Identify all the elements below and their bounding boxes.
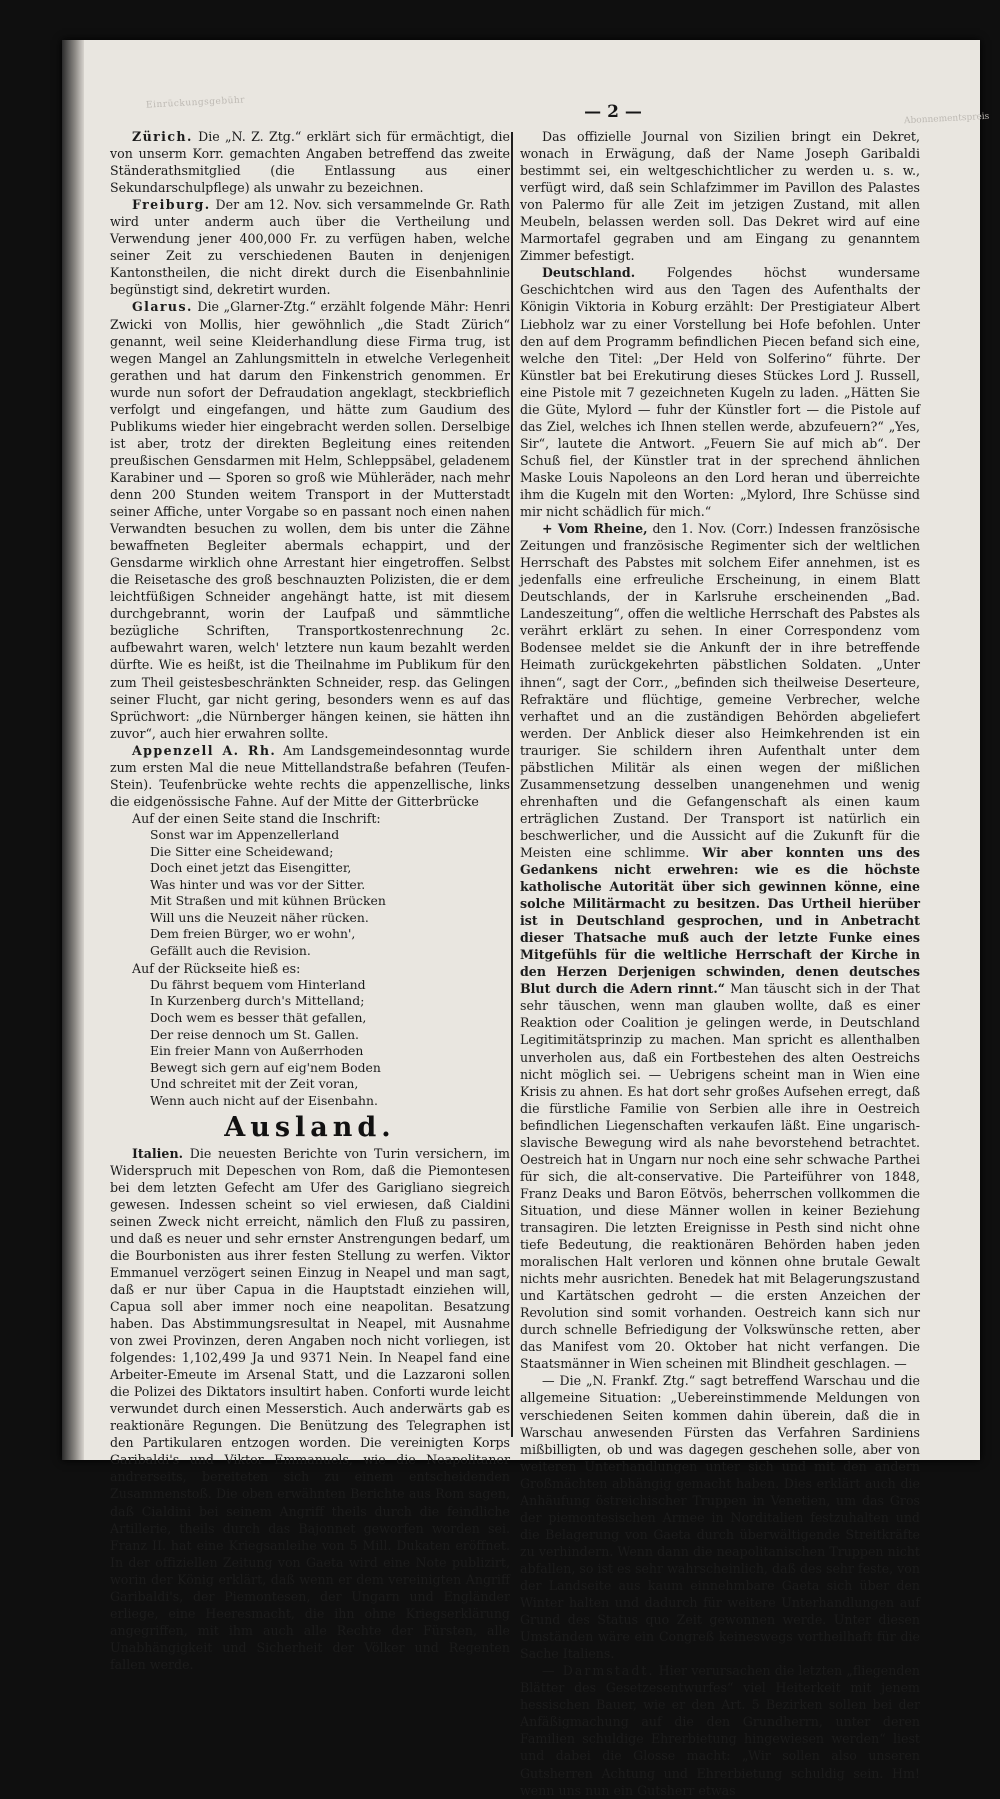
article-deutschland [520,264,920,520]
verse-line: Was hinter und was vor der Sitter. [150,876,366,892]
article-rheine-bold: Wir aber konnten uns des Gedankens nicht erwehren: wie es die höchste katholische Autorität über sich gewinnen könne, eine solche Militärmacht zu besitzen. Das Urtheil hierüber ist in Deutschland gesprochen, und in Anbetracht dieser Thatsache muß auch der letzte Funke eines Mitgefühls für die weltliche Herrschaft der Kirche in den Herzen Derjenigen schwinden, denen deutsches Blut durch die Adern rinnt.“ [520,844,920,997]
article-rheine-text2: Man täuscht sich in der That sehr täuschen, wenn man glauben wollte, daß es einer Reaktion oder Coalition je gelingen werde, in Deutschland Legitimitätsprinzip zu machen. Man spricht es allenthalben unverholen aus, daß ein Fortbestehen des alten Oestreichs nicht möglich sei. — Uebrigens scheint man in Wien eine Krisis zu ahnen. Es hat dort sehr großes Aufsehen erregt, daß die fürstliche Familie von Serbien alle ihre in Oestreich befindlichen Liegenschaften verkaufen läßt. Eine ungarisch-slavische Bewegung wird als nahe bevorstehend betrachtet. Oestreich hat in Ungarn nur noch eine sehr schwache Parthei für sich, die alt-conservative. Die Parteiführer von 1848, Franz Deaks und Baron Eötvös, beherrschen vollkommen die Situation, und diese Männer wollen in keiner Beziehung transagiren. Die letzten Ereignisse in Pesth sind nicht ohne tiefe Bedeutung, die reaktionären Behörden haben jeden moralischen Halt verloren und können ohne brutale Gewalt nichts mehr ausrichten. Benedek hat mit Belagerungszustand und Kartätschen gedroht — die ersten Anzeichen der Revolution sind somit vorhanden. Oestreich kann sich nur durch schnelle Befriedigung der Volkswünsche retten, aber das Manifest vom 20. Oktober hat nicht verfangen. Die Staatsmänner in Wien scheinen mit Blindheit geschlagen. — [520,981,920,1372]
article-freiburg [110,196,510,298]
dateline-glarus: Glarus. [132,299,193,315]
verse-line: Doch einet jetzt das Eisengitter, [150,860,352,876]
verse-line: In Kurzenberg durch's Mittelland; [150,993,365,1009]
newspaper-page [62,40,990,1798]
article-appenzell-text: Am Landsgemeindesonntag wurde zum ersten Mal die neue Mittellandstraße befahren (Teufen-Stein). Teufenbrücke wehte rechts die appenzellische, links die eidgenössische Fahne. Auf der Mitte der Gitterbrücke [110,742,510,809]
dateline-appenzell: Appenzell A. Rh. [132,742,277,758]
verse-line: Ein freier Mann von Außerrhoden [150,1043,364,1059]
article-darmstadt [520,1662,920,1798]
verse-line: Sonst war im Appenzellerland [150,826,340,842]
page-binding-edge [62,40,84,1460]
verse-line: Gefällt auch die Revision. [150,943,311,959]
verse-line: Mit Straßen und mit kühnen Brücken [150,893,386,909]
dateline-freiburg: Freiburg. [132,197,211,213]
article-rheine [520,520,920,1372]
article-frankf: — Die „N. Frankf. Ztg.“ sagt betreffend Warschau und die allgemeine Situation: „Uebereinstimmende Meldungen von verschiedenen Seiten kommen dahin überein, daß die in Warschau anwesenden Fürsten das Verfahren Sardiniens mißbilligten, ob und was dagegen geschehen solle, aber von weiteren Unterhandlungen unter sich und mit den andern Großmächten abhängig gemacht haben. Dies erklärt auch die Anhäufung östreichischer Truppen in Venetien, um das Gros der piemontesischen Armee in Norditalien festzuhalten und die Belagerung von Gaeta durch überwältigende Streitkräfte zu verhindern. Wenn dann die neapolitanischen Truppen nicht abfallen, so ist es sehr wahrscheinlich, daß des sehr feste, von der Landseite aus kaum einnehmbare Gaeta sich über den Winter halten und dadurch für weitere Unterhandlungen auf Grund des Status quo Zeit gewonnen werde. Unter diesen Umständen wäre ein Congreß keineswegs vortheilhaft für die Sache Italiens. [520,1373,920,1662]
inscription-intro: Auf der einen Seite stand die Inschrift: [132,810,381,826]
dateline-italien: Italien. [132,1145,183,1161]
verse-line: Und schreitet mit der Zeit voran, [150,1076,359,1092]
verse-line: Die Sitter eine Scheidewand; [150,843,334,859]
left-column [110,128,510,1672]
verse-line: Bewegt sich gern auf eig'nem Boden [150,1059,381,1075]
verse-line: Dem freien Bürger, wo er wohn', [150,926,356,942]
verse-line: Will uns die Neuzeit näher rücken. [150,909,369,925]
article-sizilien: Das offizielle Journal von Sizilien bringt ein Dekret, wonach in Erwägung, daß der Name Joseph Garibaldi bestimmt sei, ein weltgeschichtlicher zu werden u. s. w., verfügt wird, daß sein Schlafzimmer im Pavillon des Palastes von Palermo für alle Zeit im jetzigen Zustand, mit allen Meubeln, belassen werden soll. Das Dekret wird auf eine Marmortafel gegraben und am Eingang zu genanntem Zimmer befestigt. [520,129,920,264]
dateline-zurich: Zürich. [132,129,193,144]
ghost-header-left: Einrückungsgebühr [145,95,246,111]
verse-line: Der reise dennoch um St. Gallen. [150,1026,359,1042]
article-italien [110,1145,510,1673]
article-glarus [110,298,510,741]
dateline-deutschland: Deutschland. [542,265,636,281]
dateline-rheine: + Vom Rheine, [542,521,648,537]
article-darmstadt-text: Hier verursachen die letzten „fliegenden Blätter des Gesetzesentwurfes“ viel Heiterkeit mit jenem hessischen Bauer, wie er den Art. 5 Bezirken sollen bei der Anfäßigmachung auf die den Grundherrn, unter deren Familien schuldige Ehrerbietung hingewiesen werden“ liest und dabei die Glosse macht: „Wir sollen also unseren Gutsherren Achtung und Ehrerbietung schuldig sein. Hm! wenn uns nun ein Gutsherr etwas [520,1663,920,1798]
page-number: — 2 — [584,102,642,122]
article-appenzell [110,742,510,810]
section-heading-ausland: Ausland. [224,1112,396,1144]
article-rheine-text: Indessen französische Zeitungen und französische Regimenter sich der weltlichen Herrschaft des Pabstes mit solchem Eifer annehmen, ist es jedenfalls eine erfreuliche Erscheinung, in einem Blatt Deutschlands, der in Karlsruhe erscheinenden „Bad. Landeszeitung“, offen die weltliche Herrschaft des Pabstes als verährt erklärt zu sehen. In einer Correspondenz vom Bodensee meldet sie die Ankunft der in ihre betreffende Heimath zurückgekehrten päbstlichen Soldaten. „Unter ihnen“, sagt der Corr., „befinden sich theilweise Deserteure, Refraktäre und flüchtige, gemeine Verbrecher, welche verhaftet und an die zuständigen Behörden abgeliefert werden. Der Anblick dieser also Heimkehrenden ist ein trauriger. Sie schildern ihren Aufenthalt unter dem päbstlichen Militär als einen wegen der mißlichen Zusammensetzung desselben unangenehmen und wenig ehrenhaften und die Gefangenschaft als einen kaum erträglichen Zustand. Der Transport ist natürlich ein beschwerlicher, und die Aussicht auf die Zukunft für die Meisten eine schlimme. [520,521,920,860]
article-glarus-text: Die „Glarner-Ztg.“ erzählt folgende Mähr: Henri Zwicki von Mollis, hier gewöhnlich „die Stadt Zürich“ genannt, weil seine Kleiderhandlung diese Firma trug, ist wegen Mangel an Zahlungsmitteln in etwelche Verlegenheit gerathen und hat darum den Finkenstrich genommen. Er wurde nun sofort der Defraudation angeklagt, steckbrieflich verfolgt und eingefangen, und hätte zum Gaudium des Publikums wieder hier eingebracht werden sollen. Derselbige ist aber, trotz der direkten Begleitung eines reitenden preußischen Gensdarmen mit Helm, Schleppsäbel, geladenem Karabiner und — Sporen so groß wie Mühleräder, nach mehr denn 200 Stunden weitem Transport in der Mutterstadt seiner Affiche, unter Vorgabe so en passant noch einen nahen Verwandten besuchen zu wollen, dem bis unter die Zähne bewaffneten Begleiter abermals echappirt, und der Gensdarme wirklich ohne Arrestant hier eingetroffen. Selbst die Reisetasche des groß beschnauzten Polizisten, die er dem leichtfüßigen Schneider angehängt hatte, ist mit diesem durchgebrannt, worin der Laufpaß und sämmtliche bezügliche Schriften, Transportkostenrechnung 2c. aufbewahrt waren, welch' letztere nun kaum bezahlt werden dürfte. Wie es heißt, ist die Theilnahme im Publikum für den zum Theil geistesbeschränkten Schneider, resp. das Gelingen seiner Flucht, gar nicht gering, besonders wenn es auf das Sprüchwort: „die Nürnberger hängen keinen, sie hätten ihn zuvor“, auch hier erwahren sollte. [110,299,510,741]
verse-back [150,977,510,1110]
verse-line: Du fährst bequem vom Hinterland [150,976,366,992]
verse-line: Wenn auch nicht auf der Eisenbahn. [150,1092,378,1108]
article-rheine-date: den 1. Nov. (Corr.) [652,521,773,537]
article-zurich-text: Die „N. Z. Ztg.“ erklärt sich für ermächtigt, die von unserm Korr. gemachten Angaben betreffend das zweite Ständerathsmitglied (die Entlassung aus einer Sekundarschulpflege) als unwahr zu bezeichnen. [110,129,510,196]
verse-front [150,827,510,960]
dateline-darmstadt: — Darmstadt. [542,1663,655,1679]
article-deutschland-text: Folgendes höchst wundersame Geschichtchen wird aus den Tagen des Aufenthalts der Königin Viktoria in Koburg erzählt: Der Prestigiateur Albert Liebholz war zu einer Vorstellung bei Hofe befohlen. Unter den auf dem Programm befindlichen Piecen befand sich eine, welche den Titel: „Der Held von Solferino“ führte. Der Künstler bat bei Erekutirung dieses Stückes Lord J. Russell, eine Pistole mit 7 gezeichneten Kugeln zu laden. „Hätten Sie die Güte, Mylord — fuhr der Künstler fort — die Pistole auf das Ziel, welches ich Ihnen stellen werde, abzufeuern?“ „Yes, Sir“, lautete die Antwort. „Feuern Sie auf mich ab“. Der Schuß fiel, der Künstler trat in der sprechend ähnlichen Maske Louis Napoleons an den Lord heran und überreichte ihm die Kugeln mit den Worten: „Mylord, Ihre Schüsse sind mir nicht schädlich für mich.“ [520,265,920,520]
verse-line: Doch wem es besser thät gefallen, [150,1009,367,1025]
article-italien-text: Die neuesten Berichte von Turin versichern, im Widerspruch mit Depeschen von Rom, daß die Piemontesen bei dem letzten Gefecht am Ufer des Garigliano siegreich gewesen. Indessen scheint so viel erwiesen, daß Cialdini seinen Zweck nicht erreicht, nämlich den Fluß zu passiren, und daß es neuer und sehr ernster Anstrengungen bedarf, um die Bourbonisten aus ihrer festen Stellung zu werfen. Viktor Emmanuel verzögert seinen Einzug in Neapel und man sagt, daß er nur über Capua in die Hauptstadt einziehen will, Capua soll aber immer noch eine neapolitan. Besatzung haben. Das Abstimmungsresultat in Neapel, mit Ausnahme von zwei Provinzen, deren Angaben noch nicht vorliegen, ist folgendes: 1,102,499 Ja und 9371 Nein. In Neapel fand eine Arbeiter-Emeute im Arsenal Statt, und die Lazzaroni sollen die Polizei des Diktators insultirt haben. Conforti wurde leicht verwundet durch einen Messerstich. Auch anderwärts gab es reaktionäre Regungen. Die Benützung des Telegraphen ist den Partikularen entzogen worden. Die vereinigten Korps Garibaldi's und Viktor Emmanuels, wie die Neapolitaner andrerseits, bereiteten sich zu einem entscheidenden Zusammenstoß. Die oben erwähnten Berichte aus Rom sagen, daß Cialdini bei seinem Angriff theils durch die feindliche Artillerie, theils durch das Bajonnet geworfen worden sei. Franz II. hat eine Kriegsanleihe von 5 Mill. Dukaten eröffnet. In der offiziellen Zeitung von Gaeta wird eine Note publizirt, worin der König erklärt, daß wenn er dem vereinigten Angriff Garibaldi's, der Piemontesen, der Ungarn und Engländer erliege, eine Heeresmacht, die ihn ohne Kriegserklärung angegriffen, mit ihm auch alle Rechte der Fürsten, alle Unabhängigkeit und Sicherheit der Völker und Regenten fallen werde. [110,1145,510,1672]
column-rule [511,132,513,1437]
reverse-intro: Auf der Rückseite hieß es: [132,960,301,976]
article-freiburg-text: Der am 12. Nov. sich versammelnde Gr. Rath wird unter anderm auch über die Vertheilung und Verwendung jener 400,000 Fr. zu verfügen haben, welche seiner Zeit zu verschiedenen Bauten in denjenigen Kantonstheilen, die nicht direkt durch die Eisenbahnlinie begünstigt sind, dekretirt wurden. [110,197,510,298]
ghost-header-right: Abonnementspreis [903,111,990,127]
article-zurich [110,128,510,196]
right-column [520,128,920,1798]
